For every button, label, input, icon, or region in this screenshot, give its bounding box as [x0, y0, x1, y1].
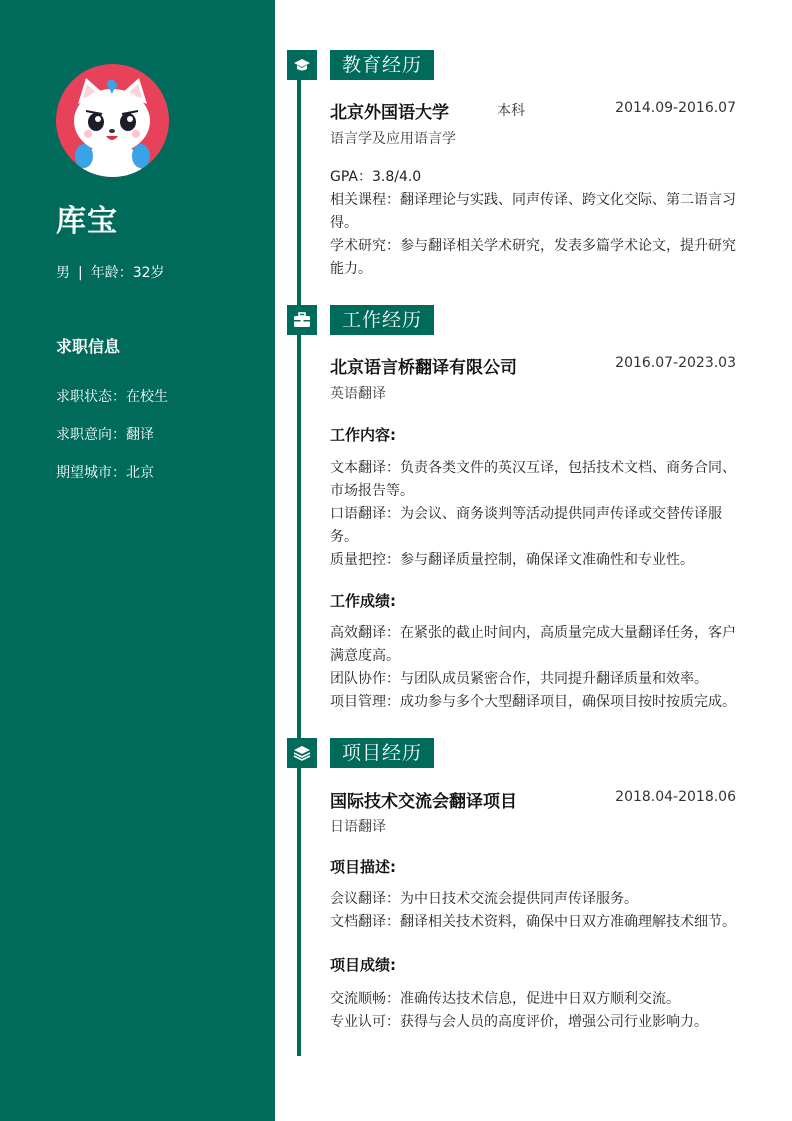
sidebar — [0, 0, 275, 1121]
work-date: 2016.07-2023.03 — [615, 355, 736, 371]
layers-icon — [287, 738, 317, 768]
major: 语言学及应用语言学 — [330, 131, 456, 147]
expected-city: 期望城市：北京 — [56, 465, 154, 481]
work-achievement-line: 高效翻译：在紧张的截止时间内，高质量完成大量翻译任务，客户满意度高。 — [330, 625, 736, 664]
company-name: 北京语言桥翻译有限公司 — [330, 358, 517, 378]
project-role: 日语翻译 — [330, 819, 386, 835]
work-content-title: 工作内容: — [330, 426, 396, 444]
school-name: 北京外国语大学 — [330, 103, 449, 123]
divider: | — [78, 265, 83, 281]
project-date: 2018.04-2018.06 — [615, 789, 736, 805]
project-result-line: 专业认可：获得与会人员的高度评价，增强公司行业影响力。 — [330, 1014, 708, 1030]
job-intention: 求职意向：翻译 — [56, 427, 154, 443]
courses-line: 相关课程：翻译理论与实践、同声传译、跨文化交际、第二语言习得。 — [330, 192, 736, 231]
avatar — [56, 64, 169, 177]
gender: 男 — [56, 265, 70, 281]
project-desc-title: 项目描述: — [330, 858, 396, 876]
work-section-title: 工作经历 — [330, 305, 434, 335]
education-details — [330, 166, 740, 281]
work-achievement-line: 项目管理：成功参与多个大型翻译项目，确保项目按时按质完成。 — [330, 694, 736, 710]
age: 年龄：32岁 — [90, 265, 165, 281]
project-results — [330, 988, 740, 1034]
work-achievement-line: 团队协作：与团队成员紧密合作，共同提升翻译质量和效率。 — [330, 671, 708, 687]
education-date: 2014.09-2016.07 — [615, 100, 736, 116]
job-status: 求职状态：在校生 — [56, 389, 168, 405]
project-result-title: 项目成绩: — [330, 956, 396, 974]
job-info-title: 求职信息 — [56, 337, 121, 356]
candidate-name: 库宝 — [56, 204, 118, 239]
research-line: 学术研究：参与翻译相关学术研究，发表多篇学术论文，提升研究能力。 — [330, 238, 736, 277]
position: 英语翻译 — [330, 386, 386, 402]
timeline-line — [297, 68, 301, 1056]
degree: 本科 — [497, 103, 525, 119]
project-section-title: 项目经历 — [330, 738, 434, 768]
education-section-title: 教育经历 — [330, 50, 434, 80]
work-content-line: 质量把控：参与翻译质量控制，确保译文准确性和专业性。 — [330, 552, 694, 568]
project-desc-line: 会议翻译：为中日技术交流会提供同声传译服务。 — [330, 891, 638, 907]
work-content-line: 文本翻译：负责各类文件的英汉互译，包括技术文档、商务合同、市场报告等。 — [330, 460, 736, 499]
project-result-line: 交流顺畅：准确传达技术信息，促进中日双方顺利交流。 — [330, 991, 680, 1007]
project-desc-line: 文档翻译：翻译相关技术资料，确保中日双方准确理解技术细节。 — [330, 914, 736, 930]
briefcase-icon — [287, 305, 317, 335]
graduation-cap-icon — [287, 50, 317, 80]
project-description — [330, 888, 740, 934]
work-achievement-title: 工作成绩: — [330, 592, 396, 610]
work-achievements — [330, 622, 740, 714]
basic-info — [56, 262, 165, 282]
gpa-line: GPA：3.8/4.0 — [330, 169, 422, 185]
cat-mascot-icon — [56, 64, 169, 177]
work-content-line: 口语翻译：为会议、商务谈判等活动提供同声传译或交替传译服务。 — [330, 506, 722, 545]
work-content — [330, 457, 740, 572]
project-name: 国际技术交流会翻译项目 — [330, 792, 517, 812]
